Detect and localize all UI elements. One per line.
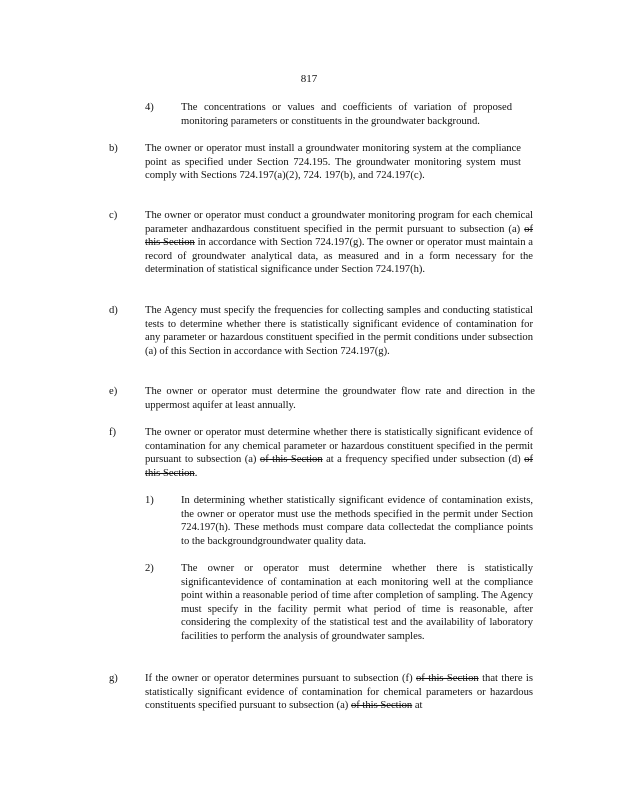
struck-text: of this Section bbox=[259, 454, 323, 465]
struck-text: of this Section bbox=[350, 700, 413, 711]
item-text: In determining whether statistically significant evidence of contamination exists, the owner or operator must use the methods specified in the permit under Section 724.197(h). These methods must compare data collectedat the compliance points to the backgroundgroundwater quality data. bbox=[181, 495, 533, 547]
item-label: c) bbox=[109, 210, 118, 221]
item-text: The owner or operator must conduct a groundwater monitoring program for each chemical parameter andhazardous constituent specified in the permit pursuant to subsection (a) of this Section in accordance with Section 724.197(g). The owner or operator must maintain a record of groundwater analytical data, as measured and in a form necessary for the determination of statistical significance under Section 724.197(h). bbox=[145, 210, 533, 275]
item-text: The owner or operator must determine whether there is statistically significantevidence of contamination at each monitoring well at the compliance point within a reasonable period of time after completion of sampling. The Agency must specify in the facility permit what period of time is reasonable, after considering the complexity of the statistical test and the availability of laboratory facilities to perform the analysis of groundwater samples. bbox=[181, 563, 533, 642]
item-label: f) bbox=[109, 427, 117, 438]
item-label: g) bbox=[109, 673, 118, 684]
item-text: The owner or operator must determine whether there is statistically significant evidence of contamination for any chemical parameter or hazardous constituent specified in the permit pursuant to subsection (a) of this Section at a frequency specified under subsection (d) of this Section. bbox=[145, 427, 533, 479]
page-number: 817 bbox=[300, 73, 318, 85]
item-label: d) bbox=[109, 305, 118, 316]
struck-text: of this Section bbox=[416, 673, 479, 684]
item-label: b) bbox=[109, 143, 118, 154]
struck-text: of this Section bbox=[145, 454, 533, 479]
item-label: 2) bbox=[145, 563, 154, 574]
item-label: 1) bbox=[145, 495, 154, 506]
struck-text: of this Section bbox=[145, 223, 533, 248]
item-label: 4) bbox=[145, 102, 154, 113]
item-text: The concentrations or values and coefficients of variation of proposed monitoring parameters or constituents in the groundwater background. bbox=[181, 102, 512, 127]
item-text: The owner or operator must install a groundwater monitoring system at the compliance point as specified under Section 724.195. The groundwater monitoring system must comply with Sections 724.197(a)(2), 724. 197(b), and 724.197(c). bbox=[145, 143, 521, 181]
item-text: The owner or operator must determine the groundwater flow rate and direction in the uppermost aquifer at least annually. bbox=[145, 386, 535, 411]
item-text: The Agency must specify the frequencies for collecting samples and conducting statistical tests to determine whether there is statistically significant evidence of contamination for any parameter or hazardous constituent specified in the permit conditions under subsection (a) of this Section in accordance with Section 724.197(g). bbox=[145, 305, 533, 357]
item-label: e) bbox=[109, 386, 118, 397]
item-text: If the owner or operator determines pursuant to subsection (f) of this Section that there is statistically significant evidence of contamination for chemical parameters or hazardous constituents specified pursuant to subsection (a) of this Section at bbox=[145, 673, 533, 711]
